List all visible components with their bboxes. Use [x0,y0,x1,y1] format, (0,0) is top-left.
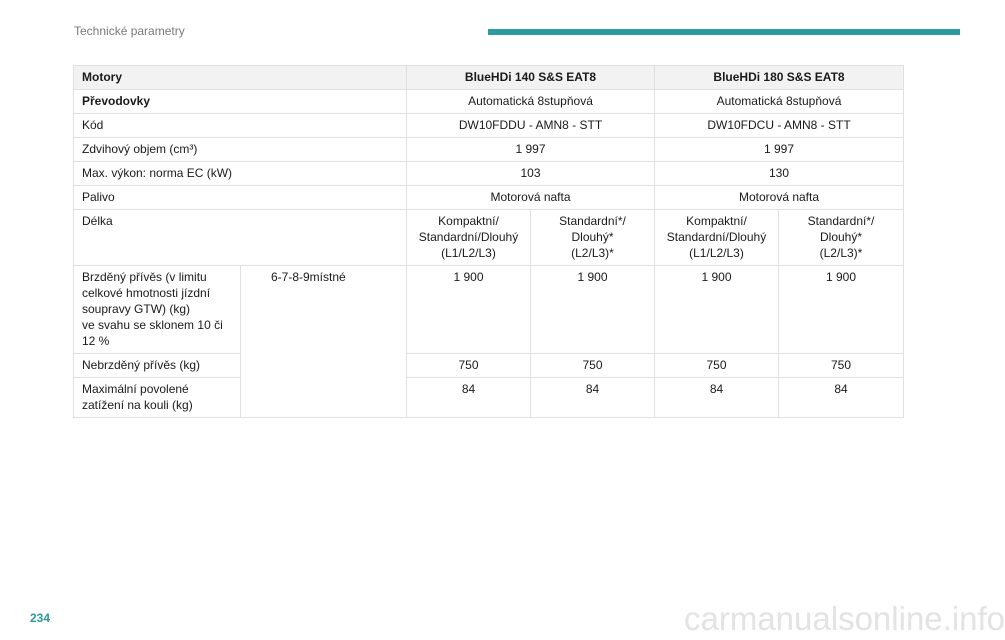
page-number: 234 [30,611,51,625]
table-row [74,186,904,210]
table-cell: 1 900 [779,266,904,354]
table-row [74,66,904,90]
spec-table [73,65,904,418]
table-row [74,266,904,354]
watermark: carmanualsonline.info [684,600,1005,637]
table-cell: Standardní*/ Dlouhý* (L2/L3)* [531,210,655,266]
table-row [74,210,904,266]
table-cell: 750 [407,354,531,378]
table-row [74,354,904,378]
engine-2-header: BlueHDi 180 S&S EAT8 [655,66,904,90]
table-cell: 750 [531,354,655,378]
table-cell: Automatická 8stupňová [407,90,655,114]
engine-1-header: BlueHDi 140 S&S EAT8 [407,66,655,90]
row-label-motory: Motory [74,66,407,90]
row-label-prevodovky: Převodovky [74,90,407,114]
row-label-zatizeni: Maximální povolené zatížení na kouli (kg) [74,378,241,418]
table-row [74,138,904,162]
table-cell: Motorová nafta [655,186,904,210]
table-cell: 84 [655,378,779,418]
table-cell: Kompaktní/ Standardní/Dlouhý (L1/L2/L3) [655,210,779,266]
table-cell: DW10FDCU - AMN8 - STT [655,114,904,138]
table-cell: DW10FDDU - AMN8 - STT [407,114,655,138]
section-title: Technické parametry [74,24,185,38]
table-cell: 1 900 [531,266,655,354]
table-cell: 1 997 [655,138,904,162]
table-row [74,90,904,114]
row-label-palivo: Palivo [74,186,407,210]
table-cell: 84 [407,378,531,418]
table-cell: 1 900 [655,266,779,354]
table-cell: 750 [779,354,904,378]
table-row [74,378,904,418]
table-cell: Standardní*/ Dlouhý* (L2/L3)* [779,210,904,266]
table-row [74,114,904,138]
table-cell: 84 [779,378,904,418]
row-label-vykon: Max. výkon: norma EC (kW) [74,162,407,186]
table-cell: 130 [655,162,904,186]
table-cell: Automatická 8stupňová [655,90,904,114]
row-label-kod: Kód [74,114,407,138]
table-cell: 750 [655,354,779,378]
table-cell: 1 997 [407,138,655,162]
table-cell: Kompaktní/ Standardní/Dlouhý (L1/L2/L3) [407,210,531,266]
row-label-objem: Zdvihový objem (cm³) [74,138,407,162]
seats-cell: 6-7-8-9místné [241,266,407,418]
table-cell: 84 [531,378,655,418]
table-cell: 103 [407,162,655,186]
table-cell: Motorová nafta [407,186,655,210]
row-label-delka: Délka [74,210,407,266]
row-label-brzdeny: Brzděný přívěs (v limitu celkové hmotnosti jízdní soupravy GTW) (kg) ve svahu se sklonem 10 či 12 % [74,266,241,354]
table-row [74,162,904,186]
table-cell: 1 900 [407,266,531,354]
header-accent-bar [488,29,960,35]
row-label-nebrzdeny: Nebrzděný přívěs (kg) [74,354,241,378]
